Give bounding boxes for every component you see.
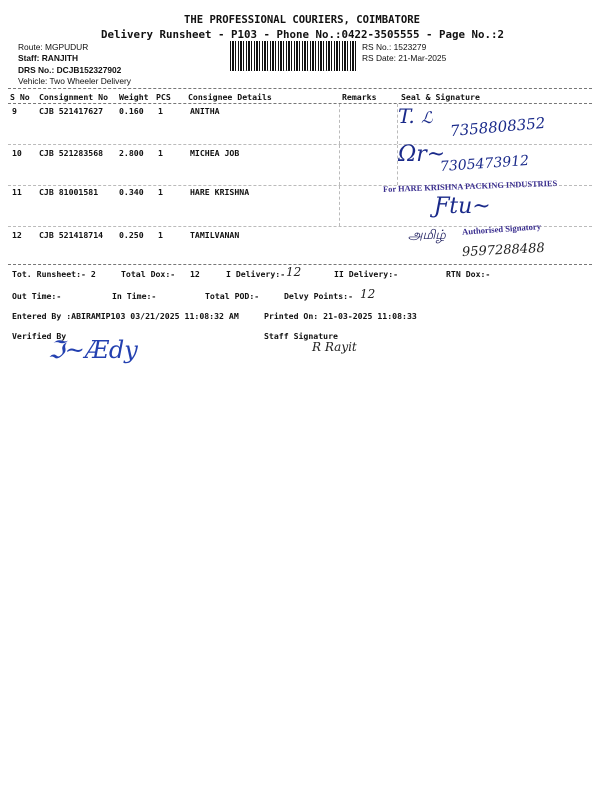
cell-consignee: TAMILVANAN <box>190 230 240 240</box>
cell-pcs: 1 <box>158 106 163 116</box>
phone-row10: 7305473912 <box>439 152 530 176</box>
divider <box>339 145 340 185</box>
col-header-remarks: Remarks <box>342 92 377 102</box>
table-top-rule <box>8 88 592 89</box>
total-dox-value: 12 <box>190 269 200 279</box>
cell-consignment: CJB 521283568 <box>39 148 104 158</box>
total-dox-label: Total Dox:- <box>121 269 176 279</box>
cell-pcs: 1 <box>158 187 163 197</box>
route-label: Route: MGPUDUR <box>18 42 89 52</box>
cell-consignee: ANITHA <box>190 106 220 116</box>
cell-sno: 12 <box>12 230 22 240</box>
signature-row11-image: Ƒtu~ <box>434 194 491 219</box>
cell-consignee: MICHEA JOB <box>190 148 240 158</box>
entered-by: Entered By :ABIRAMIP103 03/21/2025 11:08:32 AM <box>12 311 239 321</box>
cell-weight: 0.250 <box>119 230 144 240</box>
staff-label: Staff: RANJITH <box>18 53 79 63</box>
phone-row12: 9597288488 <box>461 240 546 261</box>
row-divider <box>8 144 592 145</box>
cell-consignment: CJB 521418714 <box>39 230 104 240</box>
signature-row10-image: Ωr~ <box>398 142 446 167</box>
handwritten-name-row12: அமிழ் <box>408 228 446 243</box>
col-header-pcs: PCS <box>156 92 171 102</box>
col-header-seal: Seal & Signature <box>401 92 480 102</box>
divider <box>339 104 340 144</box>
cell-pcs: 1 <box>158 148 163 158</box>
vehicle-label: Vehicle: Two Wheeler Delivery <box>18 76 131 86</box>
delvy-points-handwritten: 12 <box>360 287 376 301</box>
cell-weight: 0.160 <box>119 106 144 116</box>
rs-no-label: RS No.: 1523279 <box>362 42 427 52</box>
signature-row9-image: T. ℒ <box>398 104 433 128</box>
authorised-signatory-stamp: Authorised Signatory <box>461 221 542 237</box>
drs-label: DRS No.: DCJB152327902 <box>18 65 122 75</box>
cell-sno: 9 <box>12 106 17 116</box>
divider <box>339 186 340 226</box>
rs-date-label: RS Date: 21-Mar-2025 <box>362 53 447 63</box>
verified-by-label: Verified By <box>12 331 67 341</box>
cell-weight: 2.800 <box>119 148 144 158</box>
rtn-dox-label: RTN Dox:- <box>446 269 491 279</box>
col-header-sno: S No <box>10 92 30 102</box>
col-header-weight: Weight <box>119 92 149 102</box>
company-stamp: For HARE KRISHNA PACKING INDUSTRIES <box>382 178 558 195</box>
cell-sno: 10 <box>12 148 22 158</box>
table-header-rule <box>8 103 592 104</box>
company-title: THE PROFESSIONAL COURIERS, COIMBATORE <box>184 14 420 26</box>
staff-signature-label: Staff Signature <box>264 331 338 341</box>
printed-on: Printed On: 21-03-2025 11:08:33 <box>264 311 417 321</box>
out-time-label: Out Time:- <box>12 291 62 301</box>
cell-consignee: HARE KRISHNA <box>190 187 250 197</box>
staff-signature-image: R Rayit <box>312 340 357 354</box>
delvy-points-label: Delvy Points:- <box>284 291 354 301</box>
barcode-image <box>230 41 358 71</box>
i-delivery-label: I Delivery:- <box>226 269 286 279</box>
cell-consignment: CJB 81001581 <box>39 187 99 197</box>
col-header-consignee: Consignee Details <box>188 92 272 102</box>
phone-row9: 7358808352 <box>449 113 547 141</box>
cell-weight: 0.340 <box>119 187 144 197</box>
ii-delivery-label: II Delivery:- <box>334 269 399 279</box>
total-pod-label: Total POD:- <box>205 291 260 301</box>
cell-consignment: CJB 521417627 <box>39 106 104 116</box>
i-delivery-handwritten: 12 <box>286 265 302 279</box>
col-header-consignment: Consignment No <box>39 92 109 102</box>
tot-runsheet: Tot. Runsheet:- 2 <box>12 269 96 279</box>
cell-pcs: 1 <box>158 230 163 240</box>
cell-sno: 11 <box>12 187 22 197</box>
runsheet-title: Delivery Runsheet - P103 - Phone No.:0422-3505555 - Page No.:2 <box>101 28 505 41</box>
in-time-label: In Time:- <box>112 291 157 301</box>
verified-signature-image: ℑ~Ædy <box>48 336 138 364</box>
